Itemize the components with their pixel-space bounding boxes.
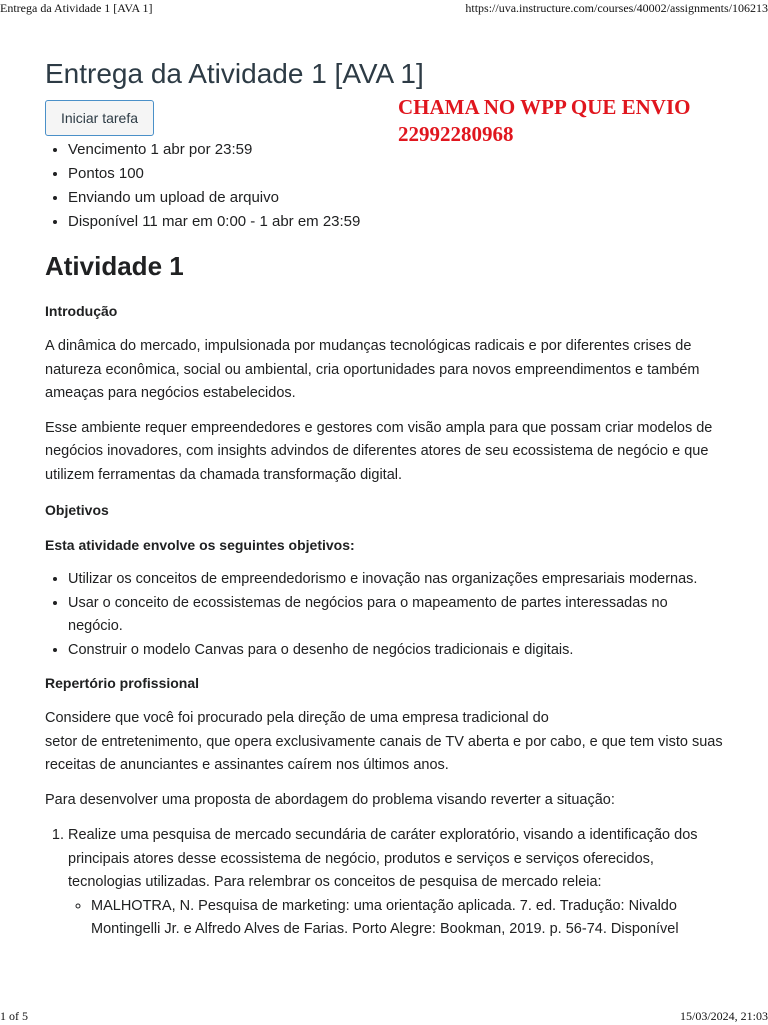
reference-list <box>68 895 725 942</box>
objectives-subheading: Esta atividade envolve os seguintes objetivos: <box>45 537 355 553</box>
print-header <box>0 1 768 17</box>
detail-submission-type: • Enviando um upload de arquivo <box>68 186 360 210</box>
intro-paragraph-2: Esse ambiente requer empreendedores e gestores com visão ampla para que possam criar modelos de negócios inovadores, com insights advindos de diferentes atores de seu ecossistema de negócio e que utilizem ferramentas da chamada transformação digital. <box>45 419 713 483</box>
detail-points: • Pontos 100 <box>68 162 360 186</box>
detail-due: • Vencimento 1 abr por 23:59 <box>68 138 360 162</box>
overlay-phone: 22992280968 <box>398 122 514 146</box>
repertoire-heading: Repertório profissional <box>45 675 200 691</box>
objectives-list <box>45 568 725 662</box>
objective-item: • Construir o modelo Canvas para o desenho de negócios tradicionais e digitais. <box>68 639 725 663</box>
step-item <box>68 824 725 942</box>
intro-paragraph-1: A dinâmica do mercado, impulsionada por mudanças tecnológicas radicais e por diferentes crises de natureza econômica, social ou ambiental, cria oportunidades para novos empreendimentos e também ameaças para negócios estabelecidos. <box>45 338 700 401</box>
step-text: Realize uma pesquisa de mercado secundária de caráter exploratório, visando a identificação dos principais atores desse ecossistema de negócio, produtos e serviços e serviços oferecidos, tecnologias utilizadas. Para relembrar os conceitos de pesquisa de mercado releia: <box>68 827 698 890</box>
objectives-heading: Objetivos <box>45 502 109 518</box>
reference-item: ◦ MALHOTRA, N. Pesquisa de marketing: uma orientação aplicada. 7. ed. Tradução: Nivaldo Montingelli Jr. e Alfredo Alves de Farias. Porto Alegre: Bookman, 2019. p. 56-74. Disponível <box>91 895 725 942</box>
objective-item: • Usar o conceito de ecossistemas de negócios para o mapeamento de partes interessadas no negócio. <box>68 592 725 639</box>
start-assignment-button[interactable]: Iniciar tarefa <box>45 100 154 136</box>
contact-overlay-text <box>398 94 690 148</box>
activity-body <box>45 246 725 942</box>
steps-list <box>45 824 725 942</box>
print-footer <box>0 1009 768 1025</box>
page-title: Entrega da Atividade 1 [AVA 1] <box>45 58 424 89</box>
repertoire-paragraph-1 <box>45 707 725 778</box>
print-timestamp: 15/03/2024, 21:03 <box>679 1009 768 1023</box>
repertoire-paragraph-2: Para desenvolver uma proposta de abordagem do problema visando reverter a situação: <box>45 791 615 808</box>
overlay-line-1: CHAMA NO WPP QUE ENVIO <box>398 95 691 119</box>
page-counter: 1 of 5 <box>0 1009 28 1023</box>
repertoire-line-rest: setor de entretenimento, que opera exclusivamente canais de TV aberta e por cabo, e que tem visto suas receitas de anunciantes e assinantes caírem nos últimos anos. <box>45 733 723 773</box>
repertoire-line-1: Considere que você foi procurado pela direção de uma empresa tradicional do <box>45 710 549 726</box>
intro-heading: Introdução <box>45 303 118 319</box>
print-header-title: Entrega da Atividade 1 [AVA 1] <box>0 1 153 15</box>
detail-availability: • Disponível 11 mar em 0:00 - 1 abr em 23:59 <box>68 210 360 234</box>
activity-heading: Atividade 1 <box>45 251 184 281</box>
objective-item: • Utilizar os conceitos de empreendedorismo e inovação nas organizações empresariais modernas. <box>68 568 725 592</box>
print-header-url: https://uva.instructure.com/courses/40002/assignments/106213 <box>465 1 768 15</box>
assignment-details <box>45 138 360 234</box>
